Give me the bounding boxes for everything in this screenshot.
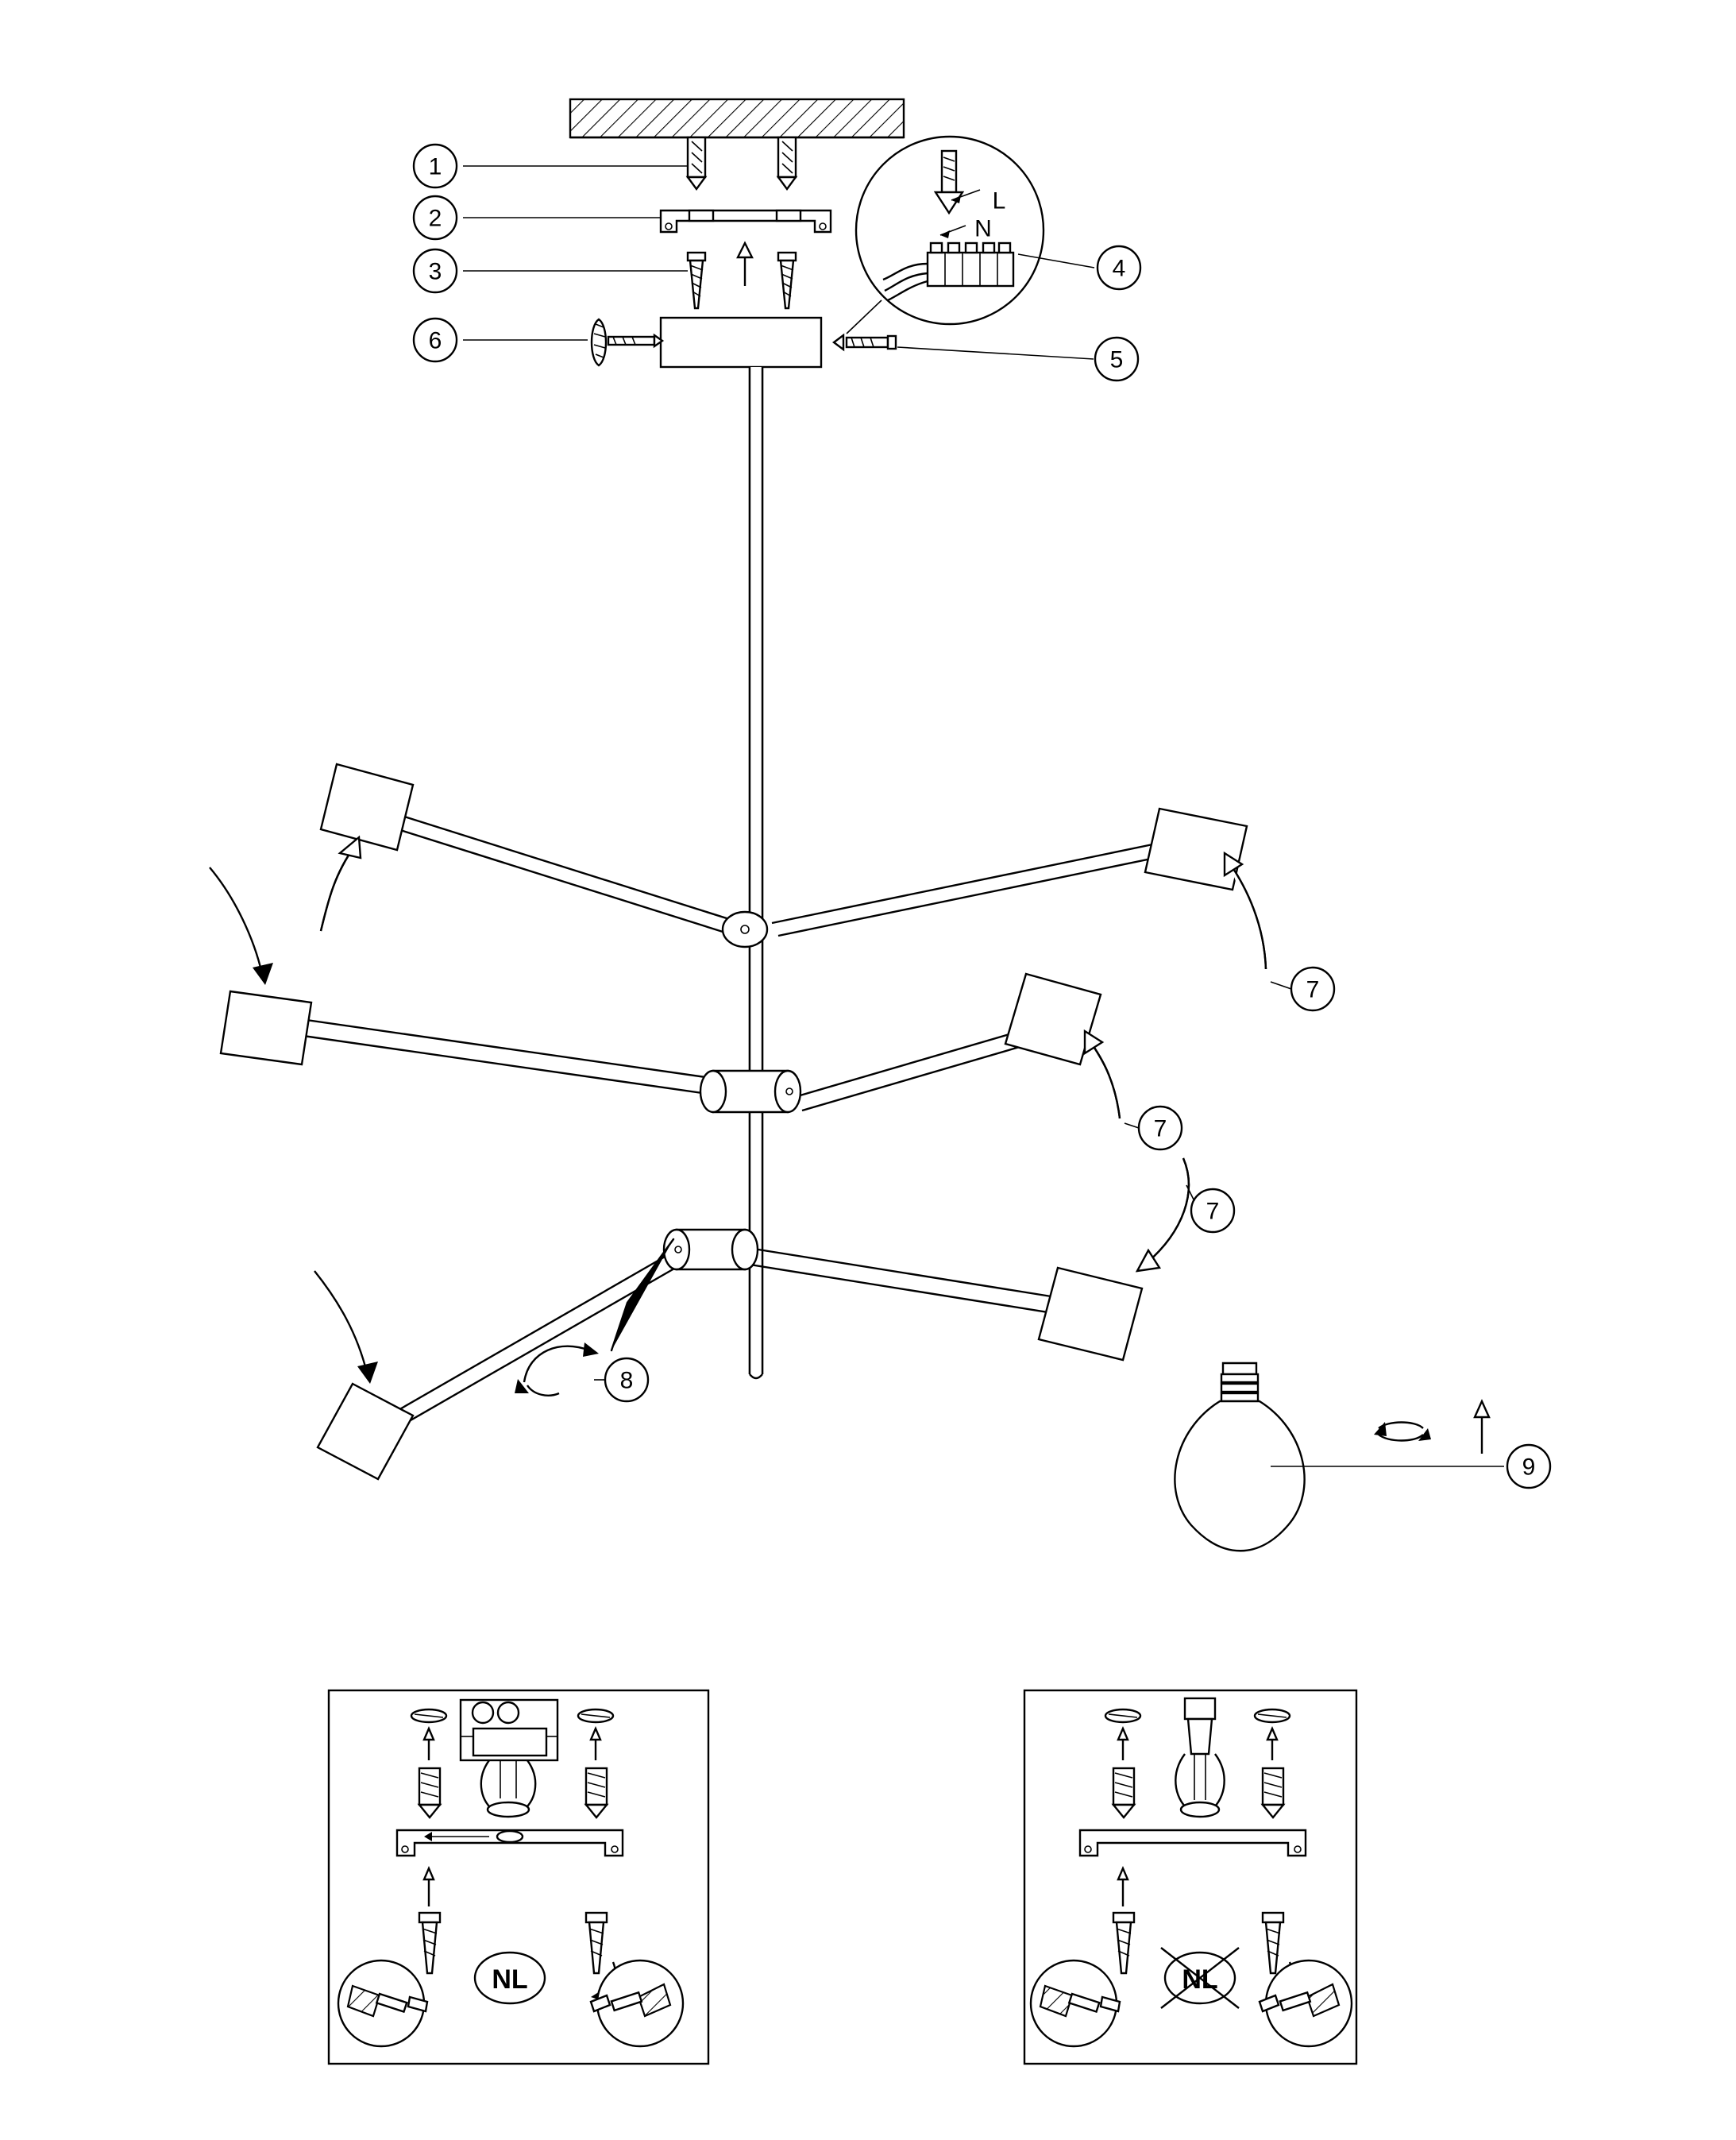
light-bulb	[1175, 1363, 1304, 1551]
up-arrow-install	[738, 243, 752, 286]
lamp-head-upper-left	[321, 764, 413, 850]
bulb-rotate-arrow	[1374, 1422, 1431, 1441]
ceiling-hatch	[570, 99, 904, 137]
rotation-arrow-7-lower	[1137, 1158, 1189, 1271]
neutral-label: N	[974, 215, 992, 242]
panel-right-nl-badge	[1161, 1948, 1239, 2008]
rotation-arrow-7-middle	[1085, 1031, 1120, 1118]
panel-right-nl-label: NL	[1182, 1964, 1218, 1995]
allen-key	[611, 1239, 673, 1350]
arm-pair-top	[321, 764, 1247, 947]
plug-right	[778, 137, 796, 189]
callout-label-7c: 7	[1206, 1198, 1220, 1225]
live-label: L	[992, 187, 1006, 214]
callout-label-4: 4	[1112, 255, 1126, 282]
callout-label-7: 7	[1306, 976, 1320, 1003]
callout-label-3: 3	[428, 258, 442, 285]
lamp-head-upper-right	[1145, 809, 1247, 890]
callout-label-5: 5	[1109, 346, 1124, 373]
rotation-arrow-lower-left	[314, 1271, 378, 1384]
panel-right	[1024, 1690, 1356, 2064]
cover-cap	[592, 319, 662, 365]
rotation-arrows-upper-left	[210, 837, 361, 985]
callout-label-8: 8	[619, 1367, 634, 1394]
screw-right	[778, 253, 796, 308]
rotation-arrow-8	[515, 1342, 599, 1396]
rotation-arrow-7-upper-right	[1225, 853, 1266, 969]
callout-label-9: 9	[1522, 1454, 1536, 1481]
leader-5	[897, 347, 1094, 359]
arm-pair-lower	[318, 1230, 1142, 1479]
panel-left-nl-badge	[475, 1953, 545, 2003]
callout-label-6: 6	[428, 327, 442, 354]
set-screw-canopy	[834, 335, 896, 350]
screw-left	[688, 253, 705, 308]
panel-left	[329, 1690, 708, 2064]
wiring-detail-bubble	[847, 137, 1044, 334]
panel-left-nl-label: NL	[492, 1964, 528, 1995]
canopy-body	[661, 318, 821, 1378]
callout-label-1: 1	[428, 153, 442, 180]
callout-label-2: 2	[428, 205, 442, 232]
lamp-head-mid-left	[221, 991, 311, 1064]
mounting-bracket	[661, 211, 831, 232]
bulb-up-arrow	[1475, 1401, 1489, 1454]
arm-pair-middle	[221, 974, 1101, 1112]
callout-label-7b: 7	[1153, 1115, 1167, 1142]
lamp-head-lower-left	[318, 1384, 413, 1479]
plug-left	[688, 137, 705, 189]
lamp-head-lower-right	[1039, 1268, 1142, 1360]
